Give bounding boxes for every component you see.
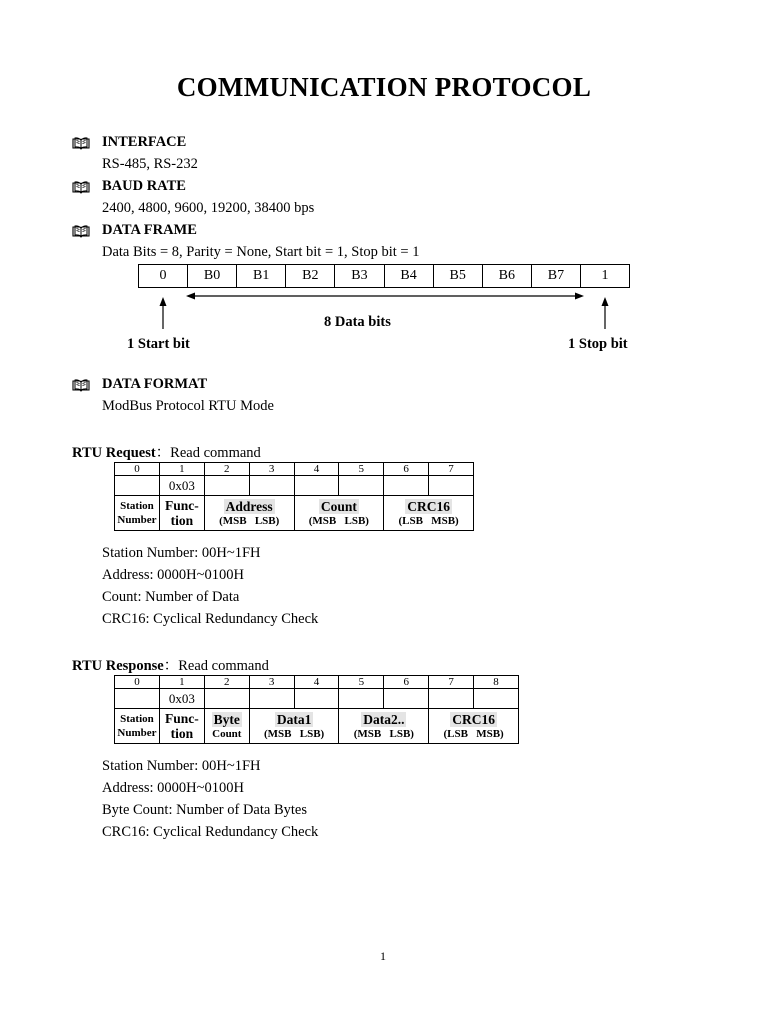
frame-cell: B0 xyxy=(188,265,237,288)
open-book-icon xyxy=(72,379,90,392)
frame-arrows xyxy=(0,0,768,400)
byte-index: 6 xyxy=(384,463,429,476)
byte-index: 2 xyxy=(204,463,249,476)
byte-index: 3 xyxy=(249,463,294,476)
byte-index: 0 xyxy=(115,463,160,476)
function-cell: Func- tion xyxy=(159,496,204,531)
frame-text: Data Bits = 8, Parity = None, Start bit = 1, Stop bit = 1 xyxy=(102,244,420,260)
function-code: 0x03 xyxy=(159,689,204,709)
byte-index: 4 xyxy=(294,676,339,689)
request-note: CRC16: Cyclical Redundancy Check xyxy=(102,611,319,627)
rtu-request-subtitle: ：Read command xyxy=(155,445,261,461)
address-cell: Address (MSB LSB) xyxy=(204,496,294,531)
rtu-response-label: RTU Response xyxy=(72,658,164,674)
function-cell: Func- tion xyxy=(159,709,204,744)
frame-cell: 0 xyxy=(139,265,188,288)
response-note: CRC16: Cyclical Redundancy Check xyxy=(102,824,319,840)
stop-bit-label: 1 Stop bit xyxy=(568,336,628,352)
byte-index: 1 xyxy=(159,676,204,689)
function-code: 0x03 xyxy=(159,476,204,496)
request-note: Station Number: 00H~1FH xyxy=(102,545,261,561)
byte-index: 6 xyxy=(384,676,429,689)
byte-index: 7 xyxy=(429,676,474,689)
page-title: COMMUNICATION PROTOCOL xyxy=(176,72,592,102)
request-note: Address: 0000H~0100H xyxy=(102,567,244,583)
byte-index: 3 xyxy=(249,676,294,689)
frame-cell: B7 xyxy=(531,265,580,288)
station-number-cell: Station Number xyxy=(115,496,160,531)
byte-index: 0 xyxy=(115,676,160,689)
station-number-cell: Station Number xyxy=(115,709,160,744)
frame-cell: B1 xyxy=(237,265,286,288)
request-note: Count: Number of Data xyxy=(102,589,240,605)
frame-cell: 1 xyxy=(581,265,630,288)
baud-text: 2400, 4800, 9600, 19200, 38400 bps xyxy=(102,200,315,216)
rtu-response-table xyxy=(114,675,519,744)
crc16-cell: CRC16 (LSB MSB) xyxy=(384,496,474,531)
interface-heading: INTERFACE xyxy=(102,134,187,150)
page-number: 1 xyxy=(380,949,386,963)
format-heading: DATA FORMAT xyxy=(102,376,208,392)
byte-index: 2 xyxy=(204,676,249,689)
byte-index: 4 xyxy=(294,463,339,476)
rtu-request-title xyxy=(72,441,261,462)
data2-cell: Data2.. (MSB LSB) xyxy=(339,709,429,744)
data-bits-label: 8 Data bits xyxy=(324,314,391,330)
interface-text: RS-485, RS-232 xyxy=(102,156,198,172)
byte-index: 8 xyxy=(474,676,519,689)
frame-cell: B5 xyxy=(433,265,482,288)
response-note: Byte Count: Number of Data Bytes xyxy=(102,802,307,818)
crc16-cell: CRC16 (LSB MSB) xyxy=(429,709,519,744)
byte-index: 1 xyxy=(159,463,204,476)
frame-cell: B4 xyxy=(384,265,433,288)
byte-index: 5 xyxy=(339,463,384,476)
byte-index: 7 xyxy=(429,463,474,476)
response-note: Station Number: 00H~1FH xyxy=(102,758,261,774)
start-bit-label: 1 Start bit xyxy=(127,336,190,352)
frame-cell: B6 xyxy=(482,265,531,288)
rtu-response-subtitle: ：Read command xyxy=(163,658,269,674)
rtu-request-table xyxy=(114,462,474,531)
format-text: ModBus Protocol RTU Mode xyxy=(102,398,274,414)
frame-cell: B3 xyxy=(335,265,384,288)
data1-cell: Data1 (MSB LSB) xyxy=(249,709,339,744)
byte-index: 5 xyxy=(339,676,384,689)
rtu-response-title xyxy=(72,654,269,675)
response-note: Address: 0000H~0100H xyxy=(102,780,244,796)
frame-heading: DATA FRAME xyxy=(102,222,197,238)
rtu-request-label: RTU Request xyxy=(72,445,156,461)
byte-count-cell: Byte Count xyxy=(204,709,249,744)
baud-heading: BAUD RATE xyxy=(102,178,186,194)
count-cell: Count (MSB LSB) xyxy=(294,496,384,531)
frame-cell: B2 xyxy=(286,265,335,288)
